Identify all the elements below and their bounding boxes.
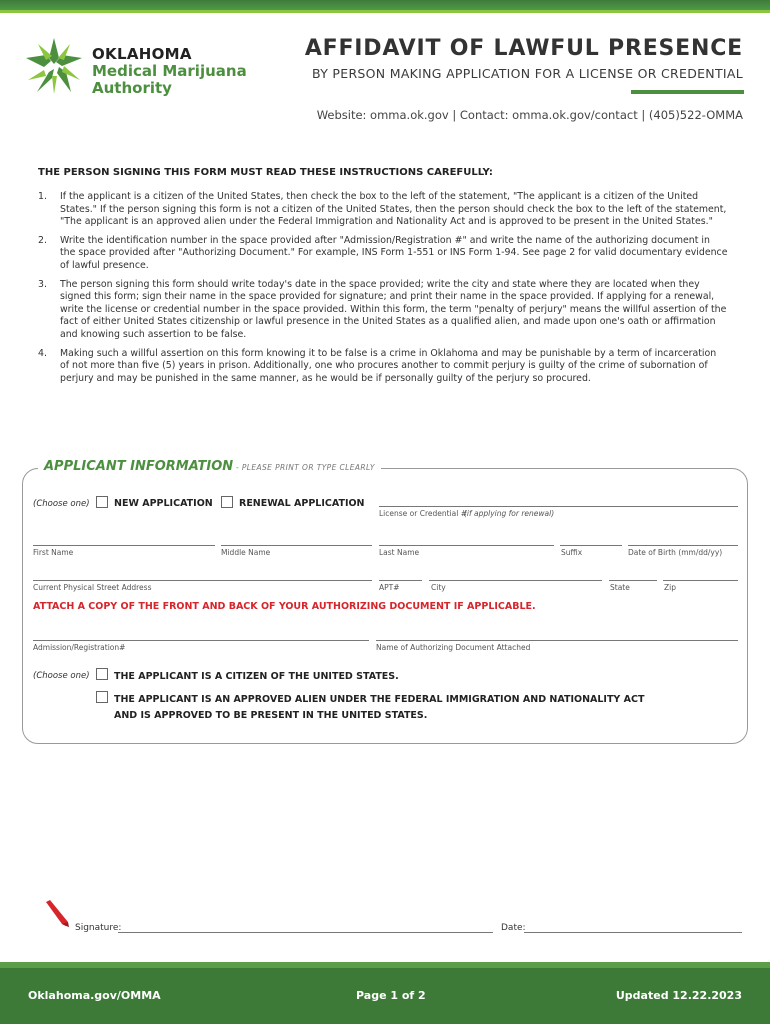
middle-name-label: Middle Name bbox=[221, 548, 271, 557]
instruction-item bbox=[38, 235, 728, 273]
pen-icon bbox=[42, 898, 72, 928]
admission-registration-field[interactable] bbox=[33, 640, 369, 641]
top-banner-accent bbox=[0, 10, 770, 13]
attach-document-notice: ATTACH A COPY OF THE FRONT AND BACK OF YOUR AUTHORIZING DOCUMENT IF APPLICABLE. bbox=[33, 601, 536, 612]
license-number-field[interactable] bbox=[379, 506, 738, 507]
org-name-line3: Authority bbox=[92, 79, 172, 97]
instruction-item bbox=[38, 348, 728, 386]
omma-star-logo-icon bbox=[24, 36, 84, 96]
date-of-birth-field[interactable] bbox=[628, 545, 738, 546]
license-number-label: License or Credential # bbox=[379, 509, 467, 518]
form-title: AFFIDAVIT OF LAWFUL PRESENCE bbox=[304, 36, 743, 61]
approved-alien-statement-line1: THE APPLICANT IS AN APPROVED ALIEN UNDER THE FEDERAL IMMIGRATION AND NATIONALITY ACT bbox=[114, 694, 645, 705]
applicant-info-title bbox=[38, 459, 381, 474]
citizen-checkbox[interactable] bbox=[96, 668, 108, 680]
approved-alien-statement-line2: AND IS APPROVED TO BE PRESENT IN THE UNITED STATES. bbox=[114, 710, 428, 721]
instruction-number: 4. bbox=[38, 347, 47, 359]
state-label: State bbox=[610, 583, 630, 592]
last-name-field[interactable] bbox=[379, 545, 554, 546]
admission-registration-label: Admission/Registration# bbox=[33, 643, 126, 652]
new-application-checkbox[interactable] bbox=[96, 496, 108, 508]
choose-one-status-label: (Choose one) bbox=[33, 671, 90, 681]
suffix-field[interactable] bbox=[560, 545, 622, 546]
city-field[interactable] bbox=[429, 580, 602, 581]
street-address-field[interactable] bbox=[33, 580, 372, 581]
authorizing-document-label: Name of Authorizing Document Attached bbox=[376, 643, 531, 652]
org-name-line1: OKLAHOMA bbox=[92, 45, 192, 63]
new-application-label: NEW APPLICATION bbox=[114, 498, 213, 509]
state-field[interactable] bbox=[609, 580, 657, 581]
instruction-number: 2. bbox=[38, 234, 47, 246]
authorizing-document-field[interactable] bbox=[376, 640, 738, 641]
title-underline bbox=[631, 90, 744, 94]
date-of-birth-label: Date of Birth (mm/dd/yy) bbox=[628, 548, 723, 557]
contact-info: Website: omma.ok.gov | Contact: omma.ok.gov/contact | (405)522-OMMA bbox=[316, 108, 743, 122]
last-name-label: Last Name bbox=[379, 548, 420, 557]
instruction-item bbox=[38, 191, 728, 229]
city-label: City bbox=[431, 583, 446, 592]
applicant-info-title-main: APPLICANT INFORMATION bbox=[44, 459, 234, 474]
renewal-application-checkbox[interactable] bbox=[221, 496, 233, 508]
apt-field[interactable] bbox=[379, 580, 422, 581]
instruction-number: 3. bbox=[38, 278, 47, 290]
street-address-label: Current Physical Street Address bbox=[33, 583, 152, 592]
instruction-item bbox=[38, 279, 728, 342]
license-number-hint: (if applying for renewal) bbox=[464, 509, 555, 518]
instruction-text: The person signing this form should write today's date in the space provided; write the city and state where they are located when they signed this form; sign their name in the space provided for signature; and print their name in the space provided. If applying for a renewal, write the license or credential number in the space provided. Within this form, the term "penalty of perjury" means the willful assertion of the fact of either United States citizenship or lawful presence in the United States as a qualified alien, and made upon one's oath or affirmation and knowing such assertion to be false. bbox=[60, 278, 727, 340]
org-name bbox=[92, 46, 247, 97]
renewal-application-label: RENEWAL APPLICATION bbox=[239, 498, 365, 509]
first-name-field[interactable] bbox=[33, 545, 215, 546]
date-field[interactable] bbox=[524, 932, 742, 933]
suffix-label: Suffix bbox=[561, 548, 583, 557]
date-label: Date: bbox=[501, 923, 526, 933]
applicant-info-title-sub: - PLEASE PRINT OR TYPE CLEARLY bbox=[233, 463, 375, 472]
zip-label: Zip bbox=[664, 583, 676, 592]
choose-one-label: (Choose one) bbox=[33, 499, 90, 509]
footer-website-link[interactable]: Oklahoma.gov/OMMA bbox=[28, 989, 161, 1002]
first-name-label: First Name bbox=[33, 548, 74, 557]
org-name-line2: Medical Marijuana bbox=[92, 62, 247, 80]
footer-updated-date: Updated 12.22.2023 bbox=[615, 989, 742, 1002]
instruction-text: Write the identification number in the space provided after "Admission/Registration #" and write the name of the authorizing document in the space provided after "Authorizing Document." For example, INS Form 1-551 or INS Form 1-94. See page 2 for valid documentary evidence of lawful presence. bbox=[60, 234, 728, 271]
citizen-statement: THE APPLICANT IS A CITIZEN OF THE UNITED STATES. bbox=[114, 671, 399, 682]
footer-accent bbox=[0, 962, 770, 968]
signature-label: Signature: bbox=[75, 923, 122, 933]
top-banner bbox=[0, 0, 770, 10]
instructions-heading: THE PERSON SIGNING THIS FORM MUST READ THESE INSTRUCTIONS CAREFULLY: bbox=[38, 167, 493, 178]
instruction-text: Making such a willful assertion on this form knowing it to be false is a crime in Oklahoma and may be punishable by a term of incarceration of not more than five (5) years in prison. Additionally, one who procures another to commit perjury is guilty of the crime of subornation of perjury and may be punished in the same manner, as he would be if personally guilty of the perjury so procured. bbox=[60, 347, 717, 384]
zip-field[interactable] bbox=[663, 580, 738, 581]
instruction-text: If the applicant is a citizen of the United States, then check the box to the left of the statement, "The applicant is a citizen of the United States." If the person signing this form is not a citizen of the United States, then the person should check the box to the left of the statement, "The applicant is an approved alien under the Federal Immigration and Nationality Act and is approved to be present in the United States." bbox=[60, 191, 727, 228]
middle-name-field[interactable] bbox=[221, 545, 372, 546]
instructions-list bbox=[38, 191, 728, 391]
footer-page-number: Page 1 of 2 bbox=[356, 989, 426, 1002]
instruction-number: 1. bbox=[38, 191, 47, 202]
signature-field[interactable] bbox=[118, 932, 493, 933]
approved-alien-checkbox[interactable] bbox=[96, 691, 108, 703]
form-subtitle: BY PERSON MAKING APPLICATION FOR A LICENSE OR CREDENTIAL bbox=[312, 66, 743, 81]
apt-label: APT# bbox=[379, 583, 400, 592]
